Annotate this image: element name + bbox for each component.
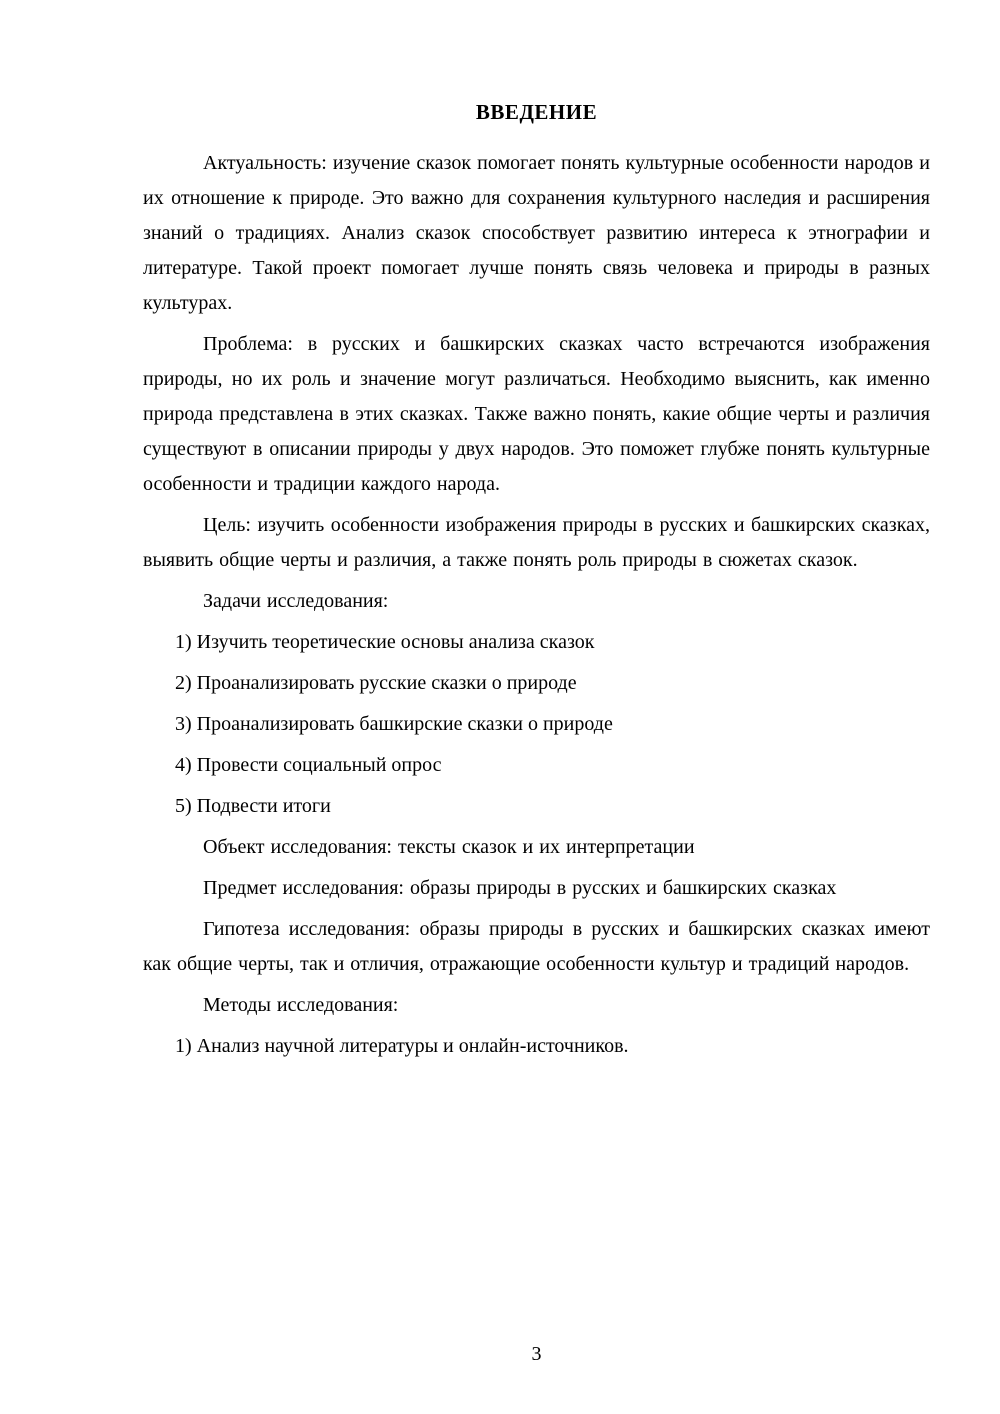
- task-item-3: 3) Проанализировать башкирские сказки о природе: [175, 713, 613, 735]
- task-item-4: 4) Провести социальный опрос: [175, 754, 442, 776]
- task-item-1: 1) Изучить теоретические основы анализа сказок: [175, 631, 595, 653]
- paragraph-hypothesis: Гипотеза исследования: образы природы в русских и башкирских сказках имеют как общие черты, так и отличия, отражающие особенности культур и традиций народов.: [143, 918, 930, 975]
- tasks-heading: Задачи исследования:: [203, 590, 389, 612]
- task-item-2: 2) Проанализировать русские сказки о природе: [175, 672, 577, 694]
- paragraph-goal: Цель: изучить особенности изображения природы в русских и башкирских сказках, выявить общие черты и различия, а также понять роль природы в сюжетах сказок.: [143, 514, 930, 571]
- paragraph-relevance: Актуальность: изучение сказок помогает понять культурные особенности народов и их отношение к природе. Это важно для сохранения культурного наследия и расширения знаний о традициях. Анализ сказок способствует развитию интереса к этнографии и литературе. Такой проект помогает лучше понять связь человека и природы в разных культурах.: [143, 152, 930, 314]
- task-item-5: 5) Подвести итоги: [175, 795, 331, 817]
- methods-heading: Методы исследования:: [203, 994, 399, 1016]
- page-title: ВВЕДЕНИЕ: [475, 100, 598, 124]
- paragraph-subject: Предмет исследования: образы природы в русских и башкирских сказках: [203, 877, 837, 899]
- paragraph-problem: Проблема: в русских и башкирских сказках часто встречаются изображения природы, но их роль и значение могут различаться. Необходимо выяснить, как именно природа представлена в этих сказках. Также важно понять, какие общие черты и различия существуют в описании природы у двух народов. Это поможет глубже понять культурные особенности и традиции каждого народа.: [143, 333, 930, 495]
- paragraph-object: Объект исследования: тексты сказок и их интерпретации: [203, 836, 695, 858]
- page-number: 3: [531, 1343, 542, 1365]
- method-item-1: 1) Анализ научной литературы и онлайн-источников.: [175, 1035, 629, 1057]
